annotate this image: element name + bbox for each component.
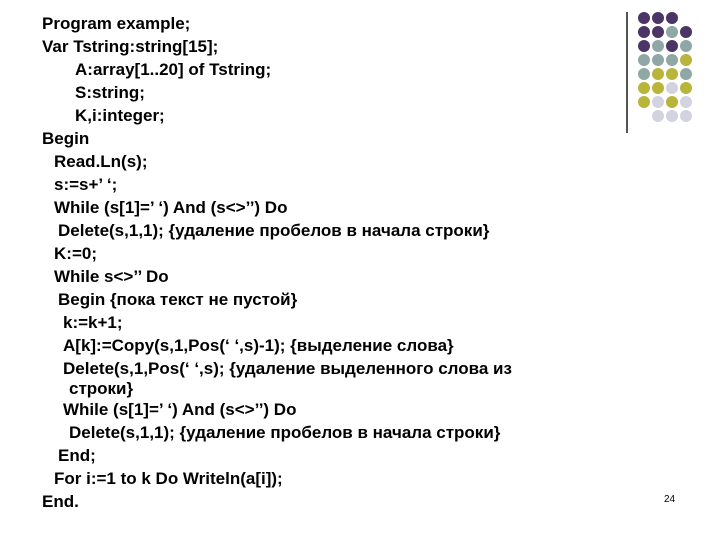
code-line: K,i:integer; bbox=[75, 106, 165, 125]
code-line: K:=0; bbox=[54, 244, 97, 263]
code-line: While (s[1]=’ ‘) And (s<>’’) Do bbox=[54, 198, 288, 217]
code-line: Delete(s,1,1); {удаление пробелов в начала строки} bbox=[69, 423, 501, 442]
code-line: For i:=1 to k Do Writeln(a[i]); bbox=[54, 469, 283, 488]
code-line: s:=s+’ ‘; bbox=[54, 175, 118, 194]
code-line: Program example; bbox=[42, 14, 191, 33]
code-line: k:=k+1; bbox=[63, 313, 123, 332]
code-line: Delete(s,1,1); {удаление пробелов в начала строки} bbox=[58, 221, 490, 240]
code-line: End; bbox=[58, 446, 96, 465]
page-number: 24 bbox=[664, 494, 676, 505]
code-line: S:string; bbox=[75, 83, 145, 102]
code-line: While s<>’’ Do bbox=[54, 267, 169, 286]
code-line: Var Tstring:string[15]; bbox=[42, 37, 219, 56]
code-line: Begin bbox=[42, 129, 90, 148]
code-line: A:array[1..20] of Tstring; bbox=[75, 60, 272, 79]
code-line: While (s[1]=’ ‘) And (s<>’’) Do bbox=[63, 400, 297, 419]
code-line: A[k]:=Copy(s,1,Pos(‘ ‘,s)-1); {выделение слова} bbox=[63, 336, 454, 355]
code-line: End. bbox=[42, 492, 79, 511]
code-line: Begin {пока текст не пустой} bbox=[58, 290, 298, 309]
code-line: Read.Ln(s); bbox=[54, 152, 148, 171]
code-line: строки} bbox=[69, 379, 134, 398]
code-line: Delete(s,1,Pos(‘ ‘,s); {удаление выделенного слова из bbox=[63, 359, 512, 378]
